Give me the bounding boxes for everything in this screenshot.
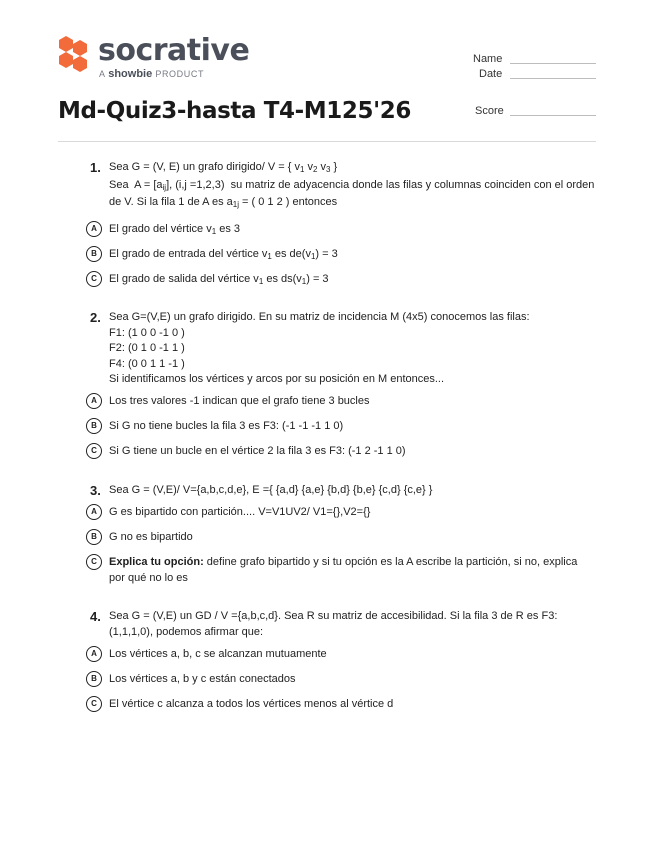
option-b-bubble[interactable]: B [86,418,102,434]
option-a[interactable] [86,646,596,664]
option-a[interactable] [86,221,596,239]
date-field[interactable] [510,78,596,79]
option-b-text: G no es bipartido [109,530,193,543]
option-c[interactable] [86,271,596,289]
score-field[interactable] [510,115,596,116]
option-c-bubble[interactable]: C [86,271,102,287]
date-label: Date [479,68,503,80]
quiz-title: Md-Quiz3-hasta T4-M125'26 [58,98,411,124]
option-c[interactable] [86,554,596,586]
question-1 [86,160,596,289]
option-b[interactable] [86,529,596,547]
question-3 [86,483,596,586]
question-text: Sea G = (V,E) un GD / V ={a,b,c,d}. Sea R su matriz de accesibilidad. Si la fila 3 de R es F3: (1,1,1,0), podemos afirmar que: [109,610,558,638]
option-a-text: G es bipartido con partición.... V=V1UV2/ V1={},V2={} [109,505,371,518]
option-a-bubble[interactable]: A [86,646,102,662]
question-text: Sea G = (V,E)/ V={a,b,c,d,e}, E ={ {a,d} {a,e} {b,d} {b,e} {c,d} {c,e} } [109,484,433,496]
option-b-bubble[interactable]: B [86,246,102,262]
question-number: 1. [90,160,101,175]
question-number: 4. [90,609,101,624]
name-label: Name [473,53,503,65]
question-2 [86,310,596,461]
option-b[interactable] [86,671,596,689]
option-c[interactable] [86,696,596,714]
option-b-text: El grado de entrada del vértice $v_1$ es $de(v_1) = 3$ [109,247,338,261]
option-c-bubble[interactable]: C [86,443,102,459]
option-a-bubble[interactable]: A [86,393,102,409]
hexagon-cluster-icon [56,35,90,77]
score-label: Score [475,105,504,117]
option-a-text: El grado del vértice $v_1$ es 3 [109,222,241,236]
option-c-bubble[interactable]: C [86,554,102,570]
option-c-text: Explica tu opción: define grafo bipartido y si tu opción es la A escribe la partición, si no, explica por qué no lo es [109,555,578,584]
header-divider [58,141,596,142]
option-a-text: Los tres valores -1 indican que el grafo tiene 3 bucles [109,394,370,407]
name-field[interactable] [510,63,596,64]
option-b[interactable] [86,246,596,264]
option-b-bubble[interactable]: B [86,671,102,687]
option-a-text: Los vértices a, b, c se alcanzan mutuamente [109,648,327,660]
option-c-text: Si G tiene un bucle en el vértice 2 la fila 3 es F3: (-1 2 -1 1 0) [109,444,406,457]
socrative-logo [56,35,256,85]
option-b-text: Si G no tiene bucles la fila 3 es F3: (-1 -1 -1 1 0) [109,419,344,432]
question-text: Sea G=(V,E) un grafo dirigido. En su matriz de incidencia M (4x5) conocemos las filas: F1: (1 0 0 -1 0 ) F2: (0 1 0 -1 1 ) F4: (0 0 1 1 -1 ) Si identificamos los vértices y arcos por su posición en M entonces... [109,311,530,385]
option-c-bubble[interactable]: C [86,696,102,712]
brand-sub: A showbie PRODUCT [99,68,205,80]
question-text: Sea G = (V, E) un grafo dirigido/ V = { $v_1$ $v_2$ $v_3$ } Sea $A = [a_{ij}]$, (i,j =1,2,3) su matriz de adyacencia donde las filas y columnas coinciden con el orden de V. Si la fila 1 de A es $a_{1j}$ = ( 0 1 2 ) entonces [109,161,595,209]
option-c-text: El vértice c alcanza a todos los vértices menos al vértice d [109,698,394,710]
option-b-bubble[interactable]: B [86,529,102,545]
option-a-bubble[interactable]: A [86,221,102,237]
brand-name: socrative [98,33,250,68]
option-b-text: Los vértices a, b y c están conectados [109,673,296,685]
question-4 [86,609,596,714]
question-number: 2. [90,310,101,325]
option-a-bubble[interactable]: A [86,504,102,520]
question-number: 3. [90,483,101,498]
option-c-text: El grado de salida del vértice $v_1$ es $ds(v_1) = 3$ [109,272,329,286]
option-a[interactable] [86,504,596,522]
option-c[interactable] [86,443,596,461]
option-b[interactable] [86,418,596,436]
option-a[interactable] [86,393,596,411]
